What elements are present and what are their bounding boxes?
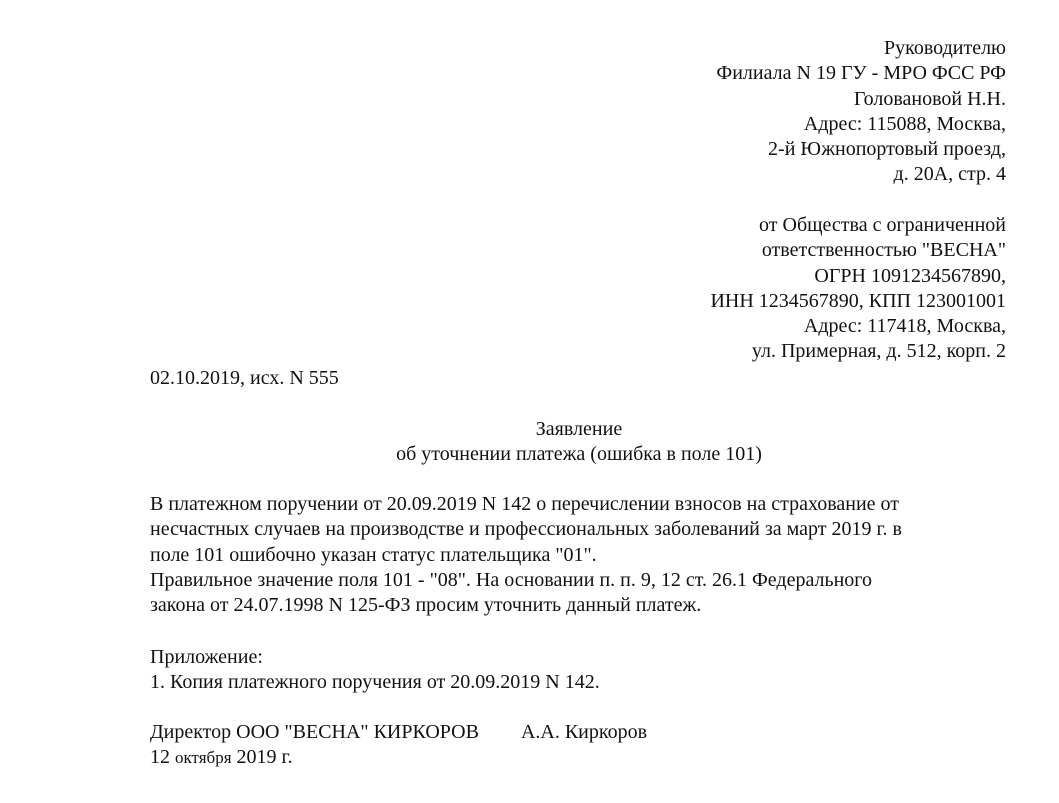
addressee-line: 2-й Южнопортовый проезд, — [768, 138, 1006, 161]
body-line: поле 101 ошибочно указан статус плательщика "01". — [150, 543, 597, 566]
signature-date-day: 12 — [150, 746, 170, 769]
document-title — [0, 417, 1059, 468]
body-line: Правильное значение поля 101 - "08". На основании п. п. 9, 12 ст. 26.1 Федерального — [150, 568, 873, 591]
sender-block — [710, 213, 1006, 365]
body-line: несчастных случаев на производстве и профессиональных заболеваний за март 2019 г. в — [150, 518, 902, 541]
sender-line: ул. Примерная, д. 512, корп. 2 — [751, 340, 1006, 363]
signature-row — [150, 720, 647, 745]
attachments-label: Приложение: — [150, 646, 263, 668]
addressee-line: Головановой Н.Н. — [853, 87, 1006, 110]
signer-position: Директор ООО "ВЕСНА" КИРКОРОВ — [150, 721, 479, 743]
body-line: В платежном поручении от 20.09.2019 N 142 о перечислении взносов на страхование от — [150, 493, 900, 515]
title-subheading: об уточнении платежа (ошибка в поле 101) — [396, 443, 762, 466]
addressee-line: Адрес: 115088, Москва, — [803, 112, 1006, 135]
signer-name: А.А. Киркоров — [520, 721, 648, 743]
title-heading: Заявление — [535, 418, 623, 440]
signature-block — [150, 720, 647, 771]
attachments-block — [150, 645, 600, 696]
outgoing-number: 02.10.2019, исх. N 555 — [150, 367, 339, 389]
sender-line: ответственностью "ВЕСНА" — [761, 239, 1006, 262]
sender-line: ОГРН 1091234567890, — [814, 264, 1006, 287]
signature-date-month: октября — [175, 748, 232, 768]
attachment-item: 1. Копия платежного поручения от 20.09.2019 N 142. — [150, 671, 600, 694]
addressee-line: Филиала N 19 ГУ - МРО ФСС РФ — [716, 62, 1006, 85]
addressee-line: Руководителю — [884, 37, 1006, 59]
document-body — [150, 492, 902, 618]
sender-line: Адрес: 117418, Москва, — [803, 315, 1006, 338]
addressee-block — [716, 36, 1006, 188]
body-line: закона от 24.07.1998 N 125-ФЗ просим уточнить данный платеж. — [150, 594, 702, 617]
sender-line: от Общества с ограниченной — [759, 214, 1006, 236]
sender-line: ИНН 1234567890, КПП 123001001 — [710, 289, 1006, 312]
signature-date-year: 2019 г. — [236, 746, 293, 769]
addressee-line: д. 20А, стр. 4 — [893, 163, 1006, 186]
signature-date — [150, 745, 647, 770]
